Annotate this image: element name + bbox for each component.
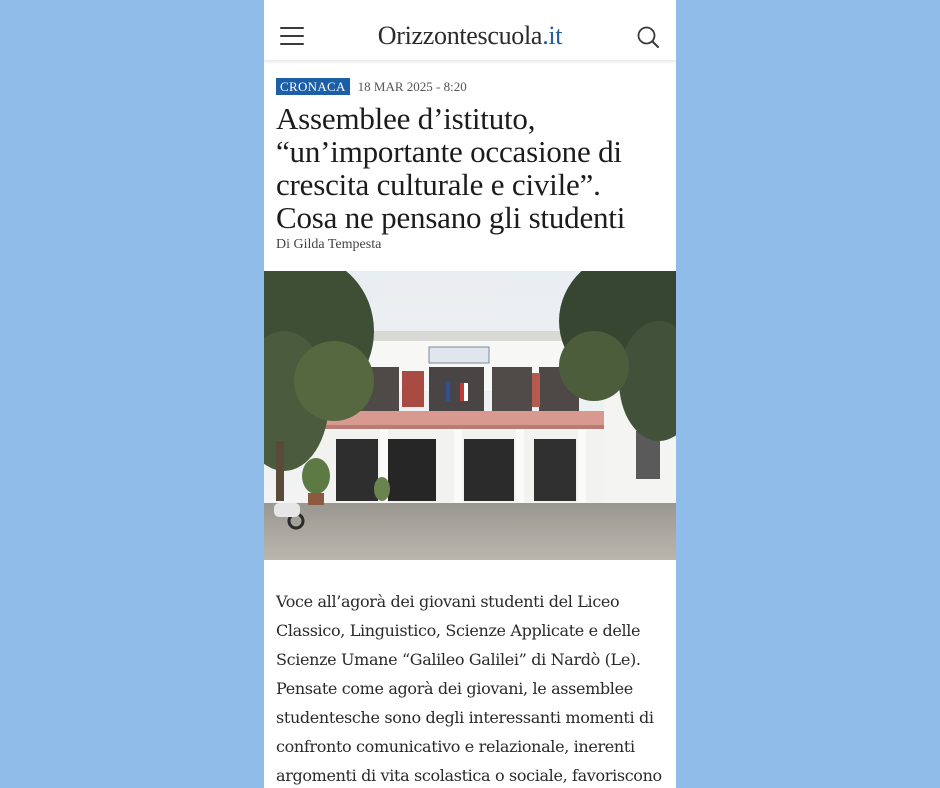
article-author[interactable]: Di Gilda Tempesta: [276, 237, 382, 252]
school-building-photo: [264, 271, 676, 560]
site-logo[interactable]: [264, 20, 676, 52]
site-header: [264, 0, 676, 60]
category-badge[interactable]: CRONACA: [276, 78, 350, 95]
logo-main-text: Orizzontescuola: [377, 21, 543, 50]
mobile-page: [264, 0, 676, 788]
article-meta: [276, 76, 467, 94]
article-date: 18 MAR 2025 - 8:20: [357, 79, 467, 94]
article-body: Voce all’agorà dei giovani studenti del Liceo Classico, Linguistico, Scienze Applicate e delle Scienze Umane “Galileo Galilei” di Nardò (Le). Pensate come agorà dei giovani, le assemblee studentesche sono degli interessanti momenti di confronto comunicativo e relazionale, inerenti argomenti di vita scolastica o sociale, favoriscono: [276, 592, 662, 785]
logo-tld-text: .it: [542, 21, 563, 50]
search-icon[interactable]: [636, 25, 660, 49]
article-title: Assemblee d’istituto, “un’importante occasione di crescita culturale e civile”. Cosa ne pensano gli studenti: [276, 101, 626, 235]
